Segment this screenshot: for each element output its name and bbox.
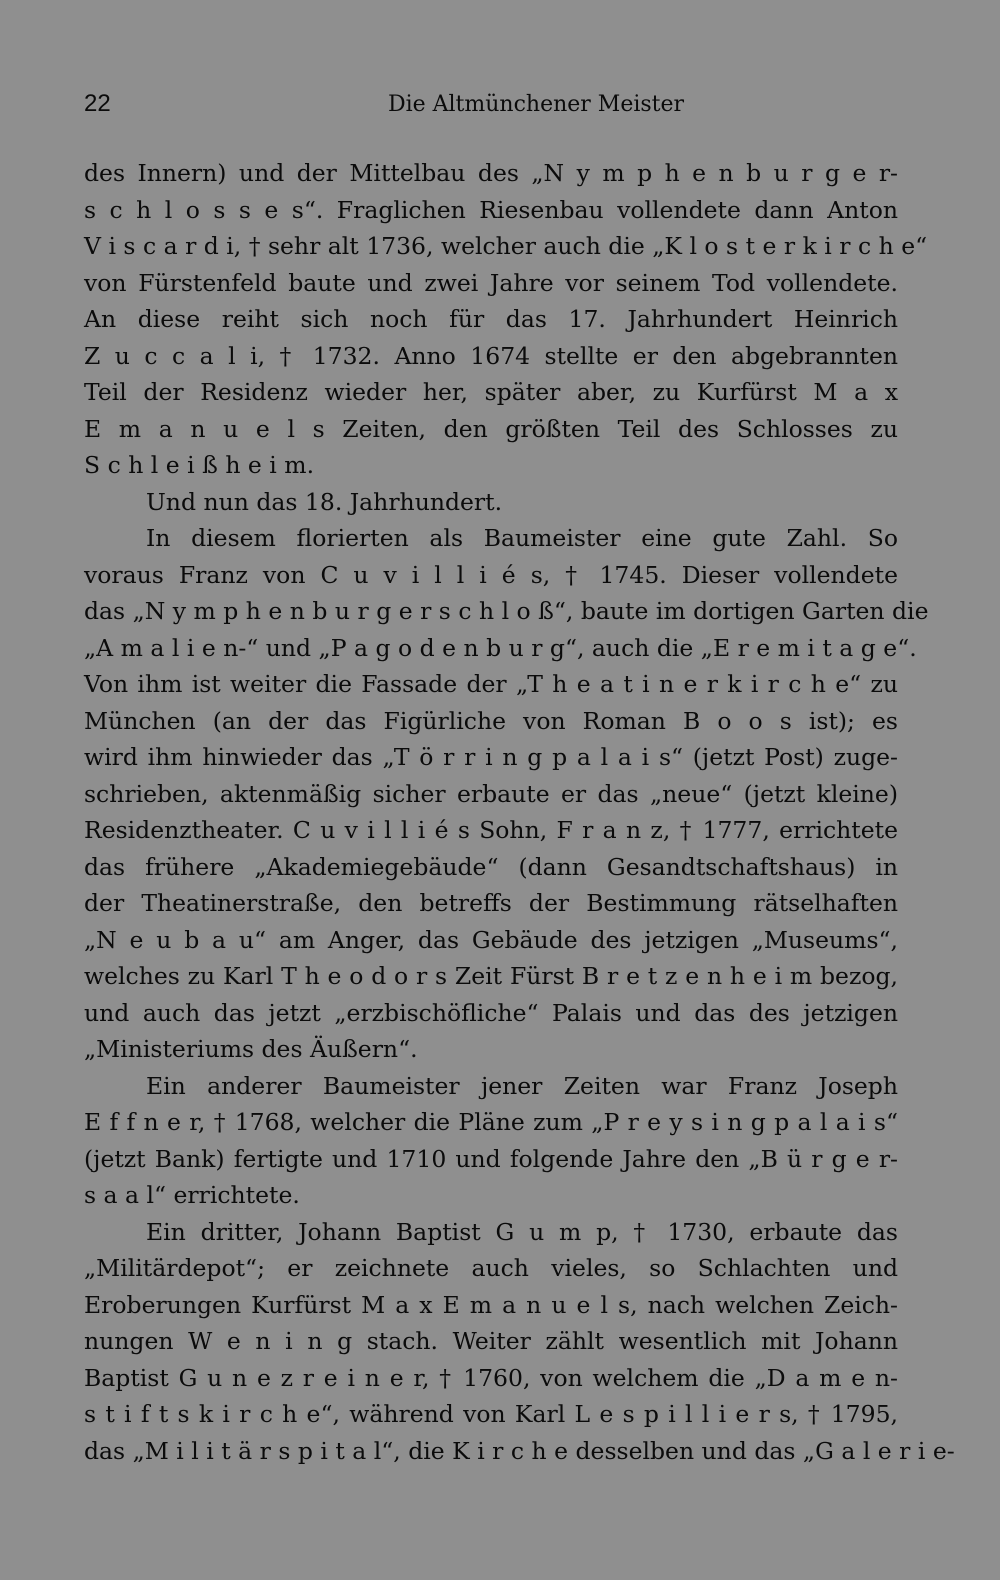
text-line: Von ihm ist weiter die Fassade der „T h e a t i n e r k i r c h e“ zu	[84, 670, 898, 698]
text-line: s a a l“ errichtete.	[84, 1181, 300, 1209]
text-line: E m a n u e l s Zeiten, den größten Teil des Schlosses zu	[84, 414, 898, 443]
page-header	[84, 90, 898, 130]
text-line: von Fürstenfeld baute und zwei Jahre vor seinem Tod vollendete.	[84, 268, 898, 297]
text-line: Baptist G u n e z r e i n e r, † 1760, von welchem die „D a m e n-	[84, 1363, 898, 1392]
text-line: das „M i l i t ä r s p i t a l“, die K i r c h e desselben und das „G a l e r i e-	[84, 1436, 955, 1465]
text-line: das „N y m p h e n b u r g e r s c h l o ß“, baute im dortigen Garten die	[84, 597, 929, 625]
text-line: s c h l o s s e s“. Fraglichen Riesenbau vollendete dann Anton	[84, 195, 898, 224]
text-line: An diese reiht sich noch für das 17. Jahrhundert Heinrich	[84, 305, 898, 333]
text-line: (jetzt Bank) fertigte und 1710 und folgende Jahre den „B ü r g e r-	[84, 1144, 898, 1173]
text-line: E f f n e r, † 1768, welcher die Pläne zum „P r e y s i n g p a l a i s“	[84, 1108, 898, 1136]
text-line: V i s c a r d i, † sehr alt 1736, welcher auch die „K l o s t e r k i r c h e“	[84, 232, 928, 260]
text-line: der Theatinerstraße, den betreffs der Bestimmung rätselhaften	[84, 889, 898, 917]
page-number: 22	[84, 90, 111, 117]
text-line: „Ministeriums des Äußern“.	[84, 1035, 418, 1063]
text-line: Und nun das 18. Jahrhundert.	[146, 487, 503, 516]
text-line: Eroberungen Kurfürst M a x E m a n u e l s, nach welchen Zeich-	[84, 1290, 898, 1319]
text-line: München (an der das Figürliche von Roman B o o s ist); es	[84, 706, 898, 735]
running-head: Die Altmünchener Meister	[387, 92, 685, 117]
text-line: S c h l e i ß h e i m.	[84, 451, 315, 479]
text-line: wird ihm hinwieder das „T ö r r i n g p a l a i s“ (jetzt Post) zuge-	[84, 743, 898, 771]
text-line: In diesem florierten als Baumeister eine gute Zahl. So	[146, 524, 898, 552]
text-line: schrieben, aktenmäßig sicher erbaute er das „neue“ (jetzt kleine)	[84, 779, 898, 808]
text-line: „A m a l i e n-“ und „P a g o d e n b u r g“, auch die „E r e m i t a g e“.	[84, 633, 917, 662]
text-line: Residenztheater. C u v i l l i é s Sohn, F r a n z, † 1777, errichtete	[84, 816, 898, 844]
text-line: s t i f t s k i r c h e“, während von Karl L e s p i l l i e r s, † 1795,	[84, 1400, 898, 1428]
text-line: Ein anderer Baumeister jener Zeiten war Franz Joseph	[146, 1071, 898, 1100]
text-line: Teil der Residenz wieder her, später aber, zu Kurfürst M a x	[84, 378, 898, 406]
text-line: das frühere „Akademiegebäude“ (dann Gesandtschaftshaus) in	[84, 852, 898, 881]
text-line: „N e u b a u“ am Anger, das Gebäude des jetzigen „Museums“,	[84, 925, 898, 954]
text-line: nungen W e n i n g stach. Weiter zählt wesentlich mit Johann	[84, 1327, 898, 1355]
text-line: und auch das jetzt „erzbischöfliche“ Palais und das des jetzigen	[84, 998, 898, 1027]
text-line: welches zu Karl T h e o d o r s Zeit Fürst B r e t z e n h e i m bezog,	[84, 962, 898, 990]
text-line: Z u c c a l i, † 1732. Anno 1674 stellte er den abgebrannten	[84, 341, 898, 370]
text-line: voraus Franz von C u v i l l i é s, † 1745. Dieser vollendete	[84, 560, 898, 589]
text-line: „Militärdepot“; er zeichnete auch vieles, so Schlachten und	[84, 1254, 898, 1282]
body-text	[84, 155, 955, 1469]
text-line: des Innern) und der Mittelbau des „N y m p h e n b u r g e r-	[84, 159, 898, 187]
text-line: Ein dritter, Johann Baptist G u m p, † 1730, erbaute das	[146, 1217, 898, 1246]
